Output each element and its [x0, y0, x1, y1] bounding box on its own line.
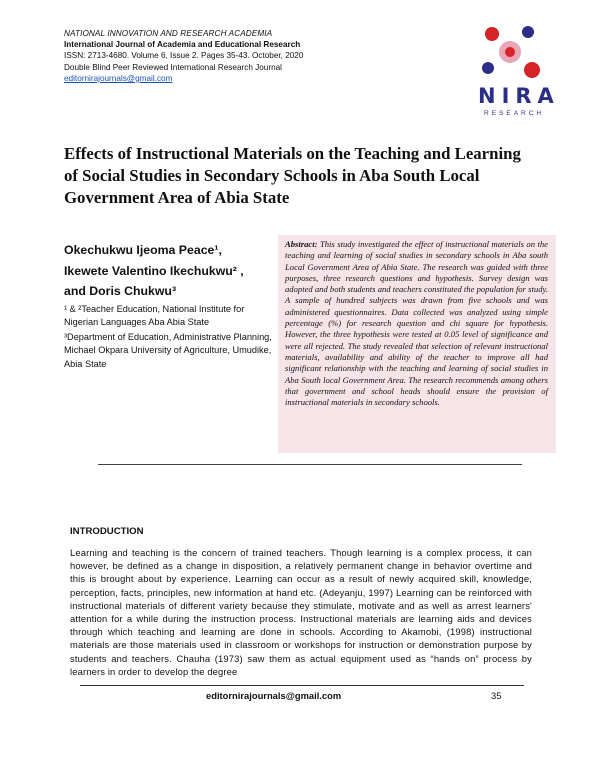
author-names	[64, 240, 274, 302]
introduction-heading: INTRODUCTION	[70, 526, 144, 537]
issn-line: ISSN: 2713-4680. Volume 6, Issue 2. Pages 35-43. October, 2020	[64, 51, 304, 61]
journal-name: International Journal of Academia and Educational Research	[64, 40, 301, 50]
abstract-label: Abstract:	[285, 239, 318, 249]
introduction-paragraph: Learning and teaching is the concern of trained teachers. Though learning is a complex process, it can however, be defined as a change in disposition, a relatively permanent change in behavior overtime and this is brought about by experience. Learning can occur as a result of newly acquired skill, knowledge, perception, facts, principles, new information at hand etc. (Adeyanju, 1997) Learning can be reinforced with instructional materials of different variety because they stimulate, motivate and as well as arrest learners' attention for a while during the instruction process. Instructional materials are learning aids and devices through which teaching and learning are done in schools. According to Akamobi, (1998) instructional materials are those materials used in classroom or workshops for instruction or demonstration purpose by students and teachers. Chauha (1973) saw them as actual equipment used as “hands on” process by learners in order to develop the degree	[70, 547, 532, 677]
section-divider	[98, 464, 522, 465]
paper-title: Effects of Instructional Materials on the Teaching and Learning of Social Studies in Secondary Schools in Aba South Local Government Area of Abia State	[64, 144, 521, 207]
academy-name: NATIONAL INNOVATION AND RESEARCH ACADEMIA	[64, 29, 273, 38]
page-number: 35	[491, 690, 502, 701]
author-line-2: Ikewete Valentino Ikechukwu² ,	[64, 263, 244, 278]
affiliation-1: ¹ & ²Teacher Education, National Institute for Nigerian Languages Aba Abia State	[64, 303, 245, 328]
abstract-text: This study investigated the effect of instructional materials on the teaching and learning of social studies in secondary schools in Aba south Local Government Area of Abia State. The research was guided with three purposes, three research questions and hypothesis. Survey design was adopted and both students and teachers constituted the population for study. A sample of hundred subjects was drawn from five schools and was administered questionnaires. Data collected was analyzed using simple percentage (%) for research question and chi square for hypothesis. However, the three hypothesis were tested at 0.05 level of significance and were all rejected. The study revealed that selection of relevant instructional materials, availability and ability of the teacher to improve all had significant relationship with the teaching and learning of social studies in Aba South local Government Area. The research recommends among others that government and school heads should ensure the provision of instructional materials in secondary schools.	[285, 239, 548, 408]
nira-logo-mark	[470, 22, 552, 84]
author-block	[64, 240, 274, 371]
logo-text: NIRA	[478, 84, 560, 108]
nira-logo	[470, 22, 560, 132]
header-email-link[interactable]: editornirajournals@gmail.com	[64, 73, 173, 83]
footer-divider	[80, 685, 524, 686]
journal-header	[64, 28, 484, 84]
logo-subtext: RESEARCH	[484, 110, 545, 117]
author-line-1: Okechukwu Ijeoma Peace¹,	[64, 243, 222, 257]
footer-email-link[interactable]: editornirajournals@gmail.com	[206, 690, 342, 701]
review-line: Double Blind Peer Reviewed International Research Journal	[64, 62, 283, 72]
abstract-box	[278, 235, 556, 453]
affiliation-2: ³Department of Education, Administrative Planning, Michael Okpara University of Agriculture, Umudike, Abia State	[64, 331, 272, 369]
author-line-3: and Doris Chukwu³	[64, 284, 177, 298]
